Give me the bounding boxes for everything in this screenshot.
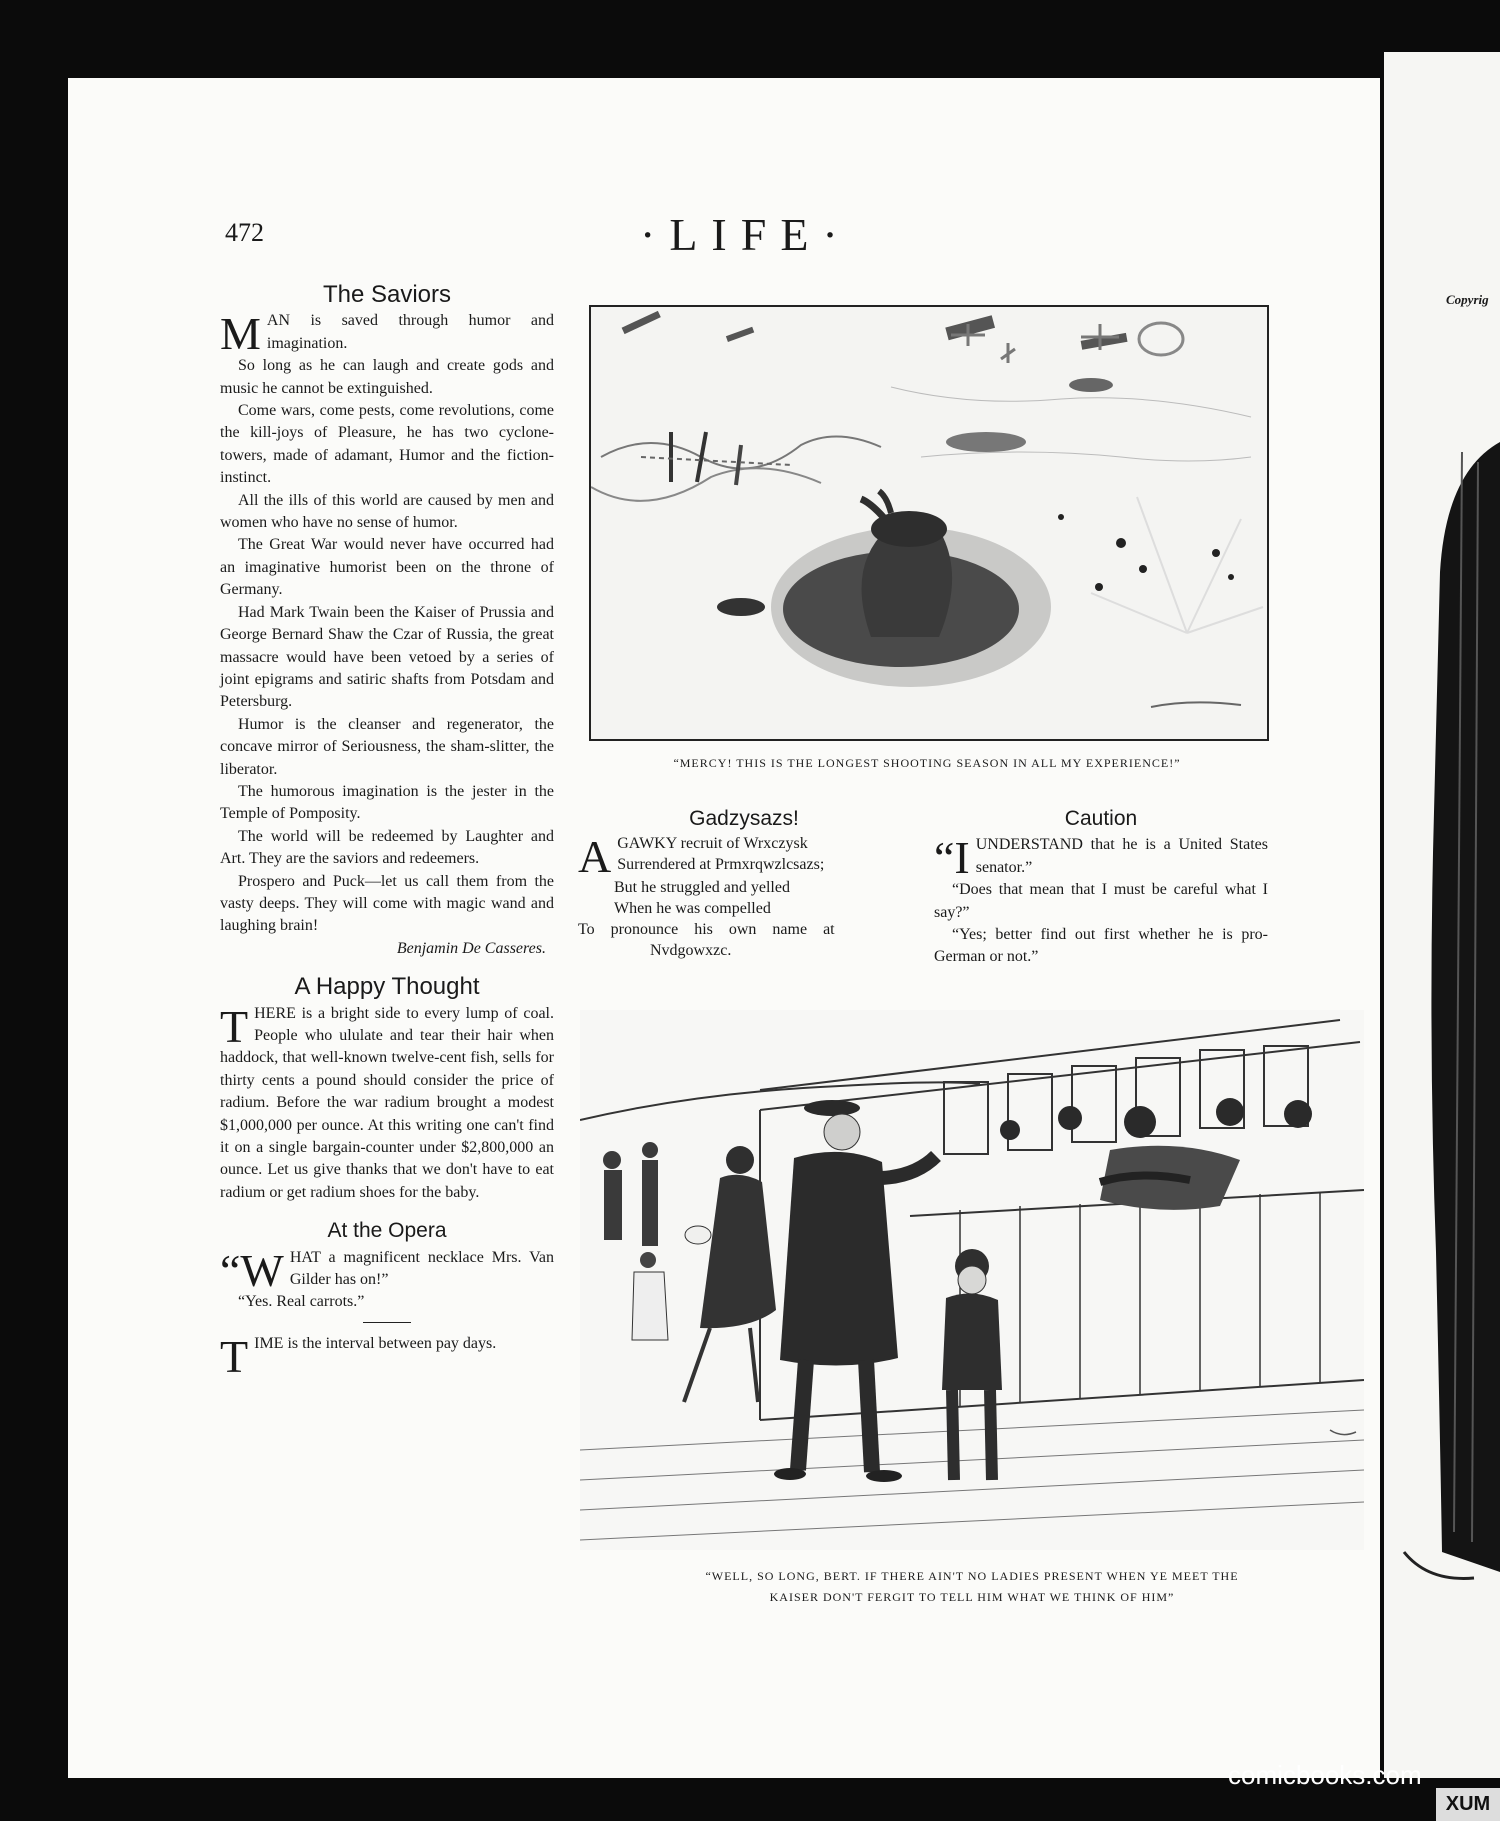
adjacent-page-edge bbox=[1384, 52, 1500, 1778]
poem-line-2: Surrendered at Prmxrqwzlcsazs; bbox=[617, 856, 825, 873]
happy-thought-paragraph bbox=[220, 1000, 554, 1205]
saviors-title: The Saviors bbox=[322, 281, 452, 308]
caution-paragraph-3: “Yes; better find out first whether he is pro-German or not.” bbox=[934, 926, 1268, 966]
poem-line-1-text: GAWKY recruit of Wrxczysk bbox=[617, 835, 808, 852]
saviors-paragraph-5: The Great War would never have occurred had an imaginative humorist been on the throne of Germany. bbox=[220, 536, 554, 599]
watermark-site-text: comicbooks.com bbox=[1228, 1760, 1422, 1790]
opera-section bbox=[220, 1220, 554, 1314]
section-divider bbox=[363, 1322, 411, 1323]
saviors-paragraph-8: The humorous imagination is the jester in the Temple of Pomposity. bbox=[220, 782, 554, 823]
happy-thought-title: A Happy Thought bbox=[294, 973, 480, 1001]
poem-line-4: When he was compelled bbox=[614, 900, 771, 917]
cartoon-rabbit-illustration bbox=[589, 305, 1269, 741]
saviors-paragraph-9: The world will be redeemed by Laughter and Art. They are the saviors and redeemers. bbox=[220, 827, 554, 868]
caution-dropcap: “I bbox=[934, 832, 970, 884]
caution-paragraph-1 bbox=[934, 832, 1268, 884]
time-text: IME is the interval between pay days. bbox=[254, 1334, 497, 1352]
saviors-p1-text: AN is saved through humor and imagination. bbox=[266, 312, 554, 352]
caution-paragraph-2: “Does that mean that I must be careful what I say?” bbox=[934, 881, 1268, 921]
gadzysazs-poem bbox=[578, 833, 910, 961]
happy-thought-dropcap: T bbox=[220, 1000, 249, 1052]
saviors-author: Benjamin De Casseres. bbox=[396, 939, 546, 957]
saviors-paragraph-1 bbox=[220, 308, 554, 360]
poem-line-6: Nvdgowxzc. bbox=[650, 942, 732, 959]
gadzysazs-title: Gadzysazs! bbox=[689, 807, 799, 830]
happy-thought-section bbox=[220, 973, 554, 1204]
left-column bbox=[220, 281, 554, 1382]
opera-title: At the Opera bbox=[327, 1219, 447, 1243]
caution-p1-text: UNDERSTAND that he is a United States senator.” bbox=[975, 836, 1268, 876]
opera-dropcap: “W bbox=[220, 1244, 284, 1296]
saviors-paragraph-3: Come wars, come pests, come revolutions, come the kill-joys of Pleasure, he has two cyclone-towers, made of adamant, Humor and the fiction-instinct. bbox=[220, 402, 554, 487]
adjacent-copyright-text: Copyrig bbox=[1446, 292, 1489, 307]
happy-thought-text: HERE is a bright side to every lump of coal. People who ululate and tear their hair when haddock, that well-known twelve-cent fish, sells for thirty cents a pound should consider the price of radium. Before the war radium brought a modest $1,000,000 per ounce. At this writing one can't find it on a single bargain-counter under $2,800,000 an ounce. Let us give thanks that we don't have to eat radium or get radium shoes for the baby. bbox=[220, 1004, 554, 1201]
saviors-paragraph-10: Prospero and Puck—let us call them from the vasty deeps. They will come with magic wand and laughing brain! bbox=[220, 872, 554, 935]
poem-line-5: To pronounce his own name at bbox=[578, 921, 835, 938]
cartoon-train-illustration bbox=[580, 1010, 1364, 1550]
gadzysazs-dropcap: A bbox=[578, 831, 612, 882]
cartoon-train-caption-line-2: KAISER DON'T FERGIT TO TELL HIM WHAT WE THINK OF HIM” bbox=[769, 1590, 1175, 1604]
page-number: 472 bbox=[225, 218, 264, 247]
watermark-badge: XUM bbox=[1436, 1788, 1500, 1821]
adjacent-illustration-fragment bbox=[1384, 52, 1500, 1778]
caution-column bbox=[934, 808, 1268, 969]
rabbit-war-drawing bbox=[591, 307, 1267, 739]
opera-line-1 bbox=[220, 1244, 554, 1296]
cartoon-train-caption-line-1: “WELL, SO LONG, BERT. IF THERE AIN'T NO LADIES PRESENT WHEN YE MEET THE bbox=[705, 1569, 1239, 1583]
saviors-dropcap: M bbox=[220, 308, 261, 360]
caution-title: Caution bbox=[1064, 807, 1138, 830]
saviors-paragraph-4: All the ills of this world are caused by men and women who have no sense of humor. bbox=[220, 491, 554, 532]
train-platform-drawing bbox=[580, 1010, 1364, 1550]
time-dropcap: T bbox=[220, 1330, 249, 1382]
opera-line-2: “Yes. Real carrots.” bbox=[238, 1293, 365, 1311]
saviors-paragraph-2: So long as he can laugh and create gods and music he cannot be extinguished. bbox=[220, 357, 554, 397]
cartoon-rabbit-caption: “MERCY! THIS IS THE LONGEST SHOOTING SEASON IN ALL MY EXPERIENCE!” bbox=[673, 756, 1181, 770]
cartoon-train-caption bbox=[580, 1566, 1364, 1608]
masthead: ·LIFE· bbox=[640, 209, 852, 260]
saviors-paragraph-7: Humor is the cleanser and regenerator, the concave mirror of Seriousness, the sham-slitter, the liberator. bbox=[220, 715, 554, 778]
poem-line-3: But he struggled and yelled bbox=[614, 879, 790, 896]
time-paragraph bbox=[220, 1330, 554, 1382]
saviors-paragraph-6: Had Mark Twain been the Kaiser of Prussia and George Bernard Shaw the Czar of Russia, the great massacre would have been vetoed by a series of joint epigrams and satiric shafts from Potsdam and Petersburg. bbox=[220, 603, 554, 711]
opera-line-1-text: HAT a magnificent necklace Mrs. Van Gilder has on!” bbox=[289, 1248, 554, 1289]
gadzysazs-column bbox=[578, 808, 910, 961]
